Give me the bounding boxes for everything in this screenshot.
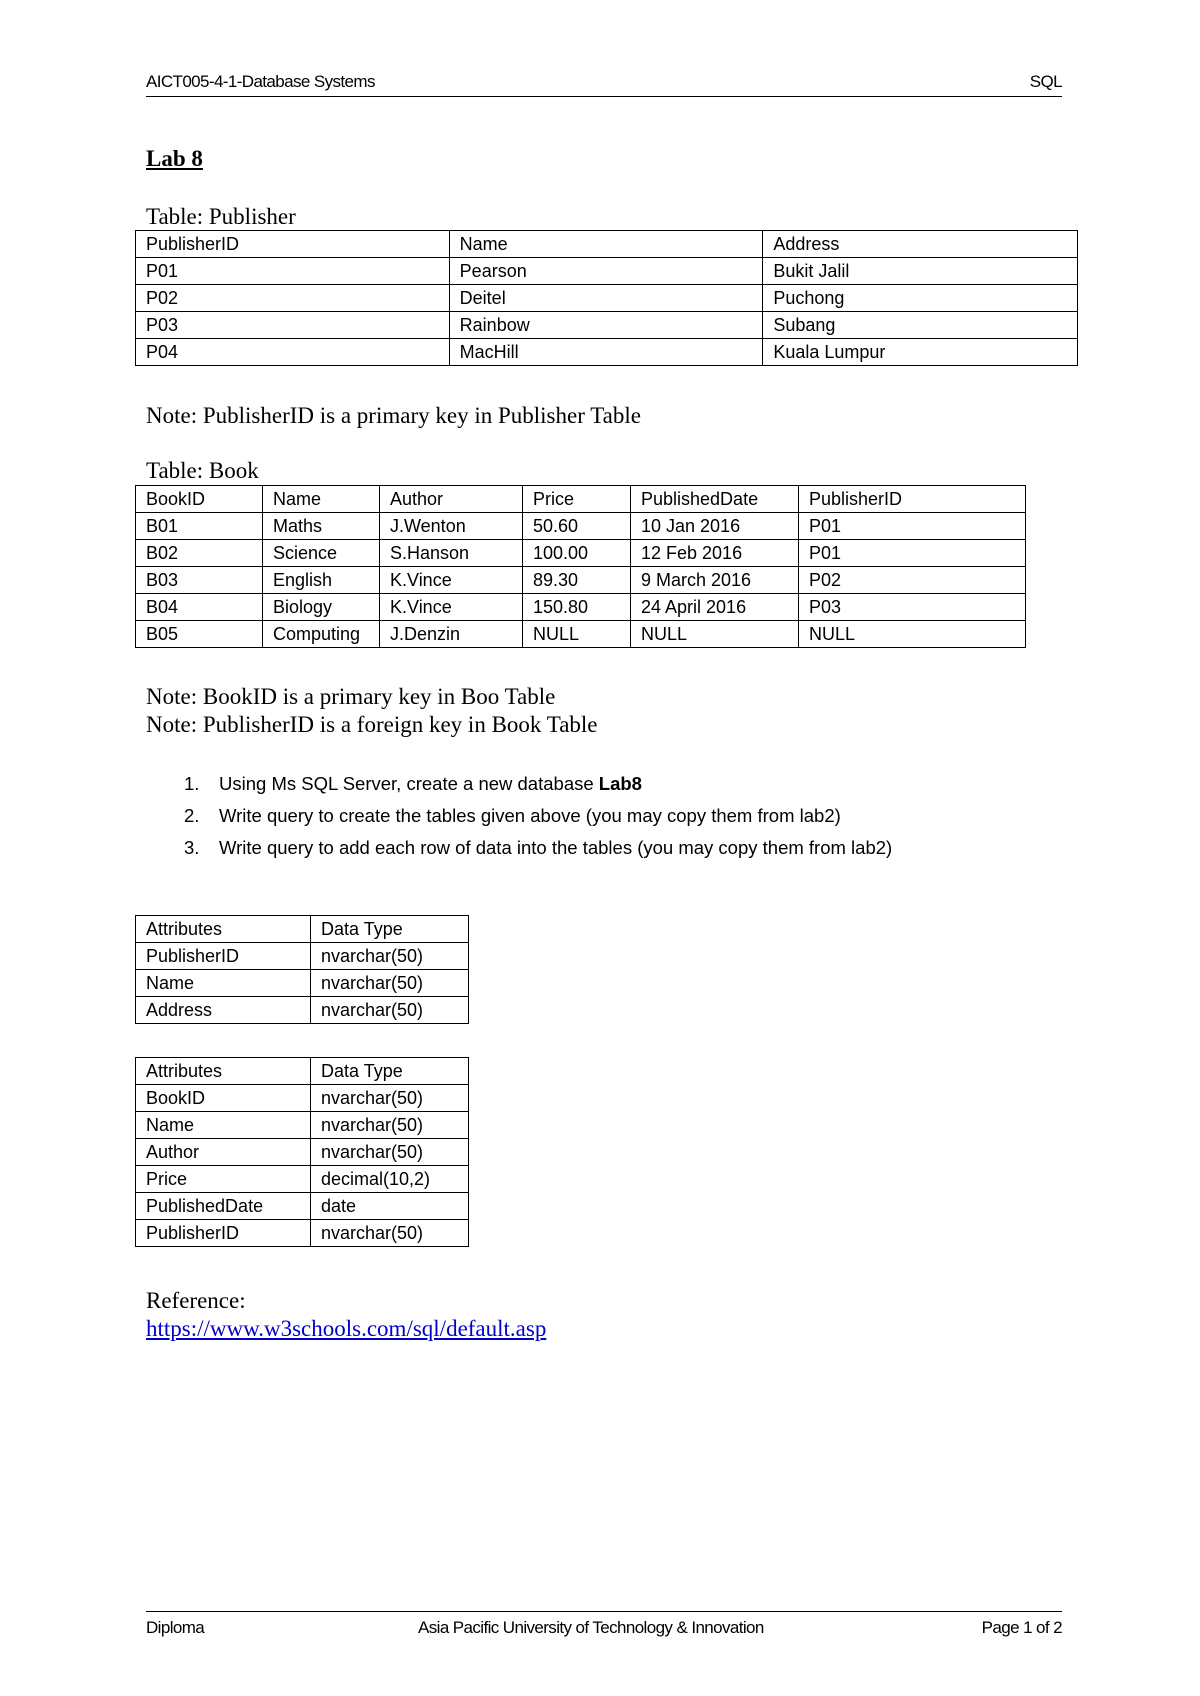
table-cell: P04 [136,339,450,366]
table-cell: Price [136,1166,311,1193]
table-cell: P03 [799,594,1026,621]
table-cell: nvarchar(50) [311,970,469,997]
table-header-row [136,1058,469,1085]
table-cell: K.Vince [380,594,523,621]
table-cell: NULL [523,621,631,648]
book-table-caption: Table: Book [146,458,259,483]
book-note-primary-key: Note: BookID is a primary key in Boo Table [146,684,556,709]
table-cell: B03 [136,567,263,594]
table-cell: B01 [136,513,263,540]
table-cell: Author [136,1139,311,1166]
table-cell: Pearson [449,258,763,285]
table-cell: 24 April 2016 [631,594,799,621]
publisher-schema-body [136,916,469,1024]
table-row [136,513,1026,540]
table-header-cell: Data Type [311,916,469,943]
table-cell: 12 Feb 2016 [631,540,799,567]
table-cell: 9 March 2016 [631,567,799,594]
publisher-table-caption: Table: Publisher [146,204,296,229]
table-row [136,621,1026,648]
table-cell: nvarchar(50) [311,1220,469,1247]
task-number: 3. [184,837,200,858]
table-header-cell: Data Type [311,1058,469,1085]
task-item [146,768,892,800]
table-cell: nvarchar(50) [311,1112,469,1139]
reference-link[interactable]: https://www.w3schools.com/sql/default.asp [146,1316,547,1341]
table-cell: Name [136,970,311,997]
table-cell: MacHill [449,339,763,366]
table-row [136,594,1026,621]
table-cell: Kuala Lumpur [763,339,1078,366]
table-cell: Subang [763,312,1078,339]
book-schema-table [135,1057,469,1247]
table-row [136,312,1078,339]
publisher-table-body [136,231,1078,366]
table-cell: decimal(10,2) [311,1166,469,1193]
table-cell: Science [263,540,380,567]
footer-program: Diploma [146,1618,205,1637]
table-cell: B02 [136,540,263,567]
footer-university: Asia Pacific University of Technology & Innovation [418,1618,764,1637]
table-cell: Deitel [449,285,763,312]
table-header-cell: Attributes [136,1058,311,1085]
header-topic: SQL [1029,72,1062,91]
table-cell: 10 Jan 2016 [631,513,799,540]
task-text: Write query to create the tables given above (you may copy them from lab2) [219,805,841,826]
table-cell: 89.30 [523,567,631,594]
footer-divider [146,1611,1062,1612]
table-cell: 100.00 [523,540,631,567]
table-cell: J.Denzin [380,621,523,648]
table-row [136,1085,469,1112]
table-cell: 50.60 [523,513,631,540]
table-cell: Computing [263,621,380,648]
task-number: 2. [184,805,200,826]
header-divider [146,96,1062,97]
table-cell: Puchong [763,285,1078,312]
table-cell: PublisherID [136,943,311,970]
table-cell: Maths [263,513,380,540]
table-cell: Rainbow [449,312,763,339]
table-header-cell: PublisherID [136,231,450,258]
task-database-name: Lab8 [598,773,642,794]
task-item [146,832,892,864]
table-row [136,1139,469,1166]
table-row [136,285,1078,312]
table-header-row [136,231,1078,258]
table-row [136,567,1026,594]
table-cell: date [311,1193,469,1220]
table-cell: Bukit Jalil [763,258,1078,285]
table-header-cell: BookID [136,486,263,513]
table-header-row [136,486,1026,513]
table-cell: P01 [799,513,1026,540]
table-header-cell: Name [263,486,380,513]
task-item [146,800,892,832]
table-header-row [136,916,469,943]
footer-page-number: Page 1 of 2 [981,1618,1062,1637]
table-cell: P01 [799,540,1026,567]
table-cell: nvarchar(50) [311,1085,469,1112]
table-cell: S.Hanson [380,540,523,567]
task-list [146,768,892,864]
table-cell: P02 [136,285,450,312]
table-cell: PublishedDate [136,1193,311,1220]
table-header-cell: Address [763,231,1078,258]
table-row [136,1193,469,1220]
table-cell: Name [136,1112,311,1139]
table-row [136,339,1078,366]
table-cell: B05 [136,621,263,648]
table-cell: P01 [136,258,450,285]
table-cell: English [263,567,380,594]
table-cell: nvarchar(50) [311,1139,469,1166]
table-header-cell: PublisherID [799,486,1026,513]
table-row [136,258,1078,285]
table-row [136,997,469,1024]
table-row [136,540,1026,567]
table-header-cell: PublishedDate [631,486,799,513]
publisher-table [135,230,1078,366]
table-cell: P02 [799,567,1026,594]
table-cell: nvarchar(50) [311,943,469,970]
table-cell: PublisherID [136,1220,311,1247]
book-note-foreign-key: Note: PublisherID is a foreign key in Book Table [146,712,598,737]
table-header-cell: Author [380,486,523,513]
table-row [136,1166,469,1193]
table-cell: Address [136,997,311,1024]
reference-label: Reference: [146,1288,246,1313]
table-header-cell: Price [523,486,631,513]
table-cell: P03 [136,312,450,339]
table-cell: BookID [136,1085,311,1112]
lab-title: Lab 8 [146,146,203,171]
task-text: Write query to add each row of data into the tables (you may copy them from lab2) [219,837,893,858]
book-table-body [136,486,1026,648]
table-cell: NULL [631,621,799,648]
table-cell: nvarchar(50) [311,997,469,1024]
publisher-note: Note: PublisherID is a primary key in Publisher Table [146,403,641,428]
table-cell: Biology [263,594,380,621]
table-row [136,1112,469,1139]
task-text: Using Ms SQL Server, create a new database [219,773,599,794]
task-number: 1. [184,773,200,794]
table-cell: J.Wenton [380,513,523,540]
book-table [135,485,1026,648]
publisher-schema-table [135,915,469,1024]
table-row [136,1220,469,1247]
book-schema-body [136,1058,469,1247]
table-header-cell: Attributes [136,916,311,943]
table-cell: B04 [136,594,263,621]
header-course: AICT005-4-1-Database Systems [146,72,375,91]
table-cell: NULL [799,621,1026,648]
table-cell: 150.80 [523,594,631,621]
table-header-cell: Name [449,231,763,258]
table-row [136,970,469,997]
table-row [136,943,469,970]
table-cell: K.Vince [380,567,523,594]
